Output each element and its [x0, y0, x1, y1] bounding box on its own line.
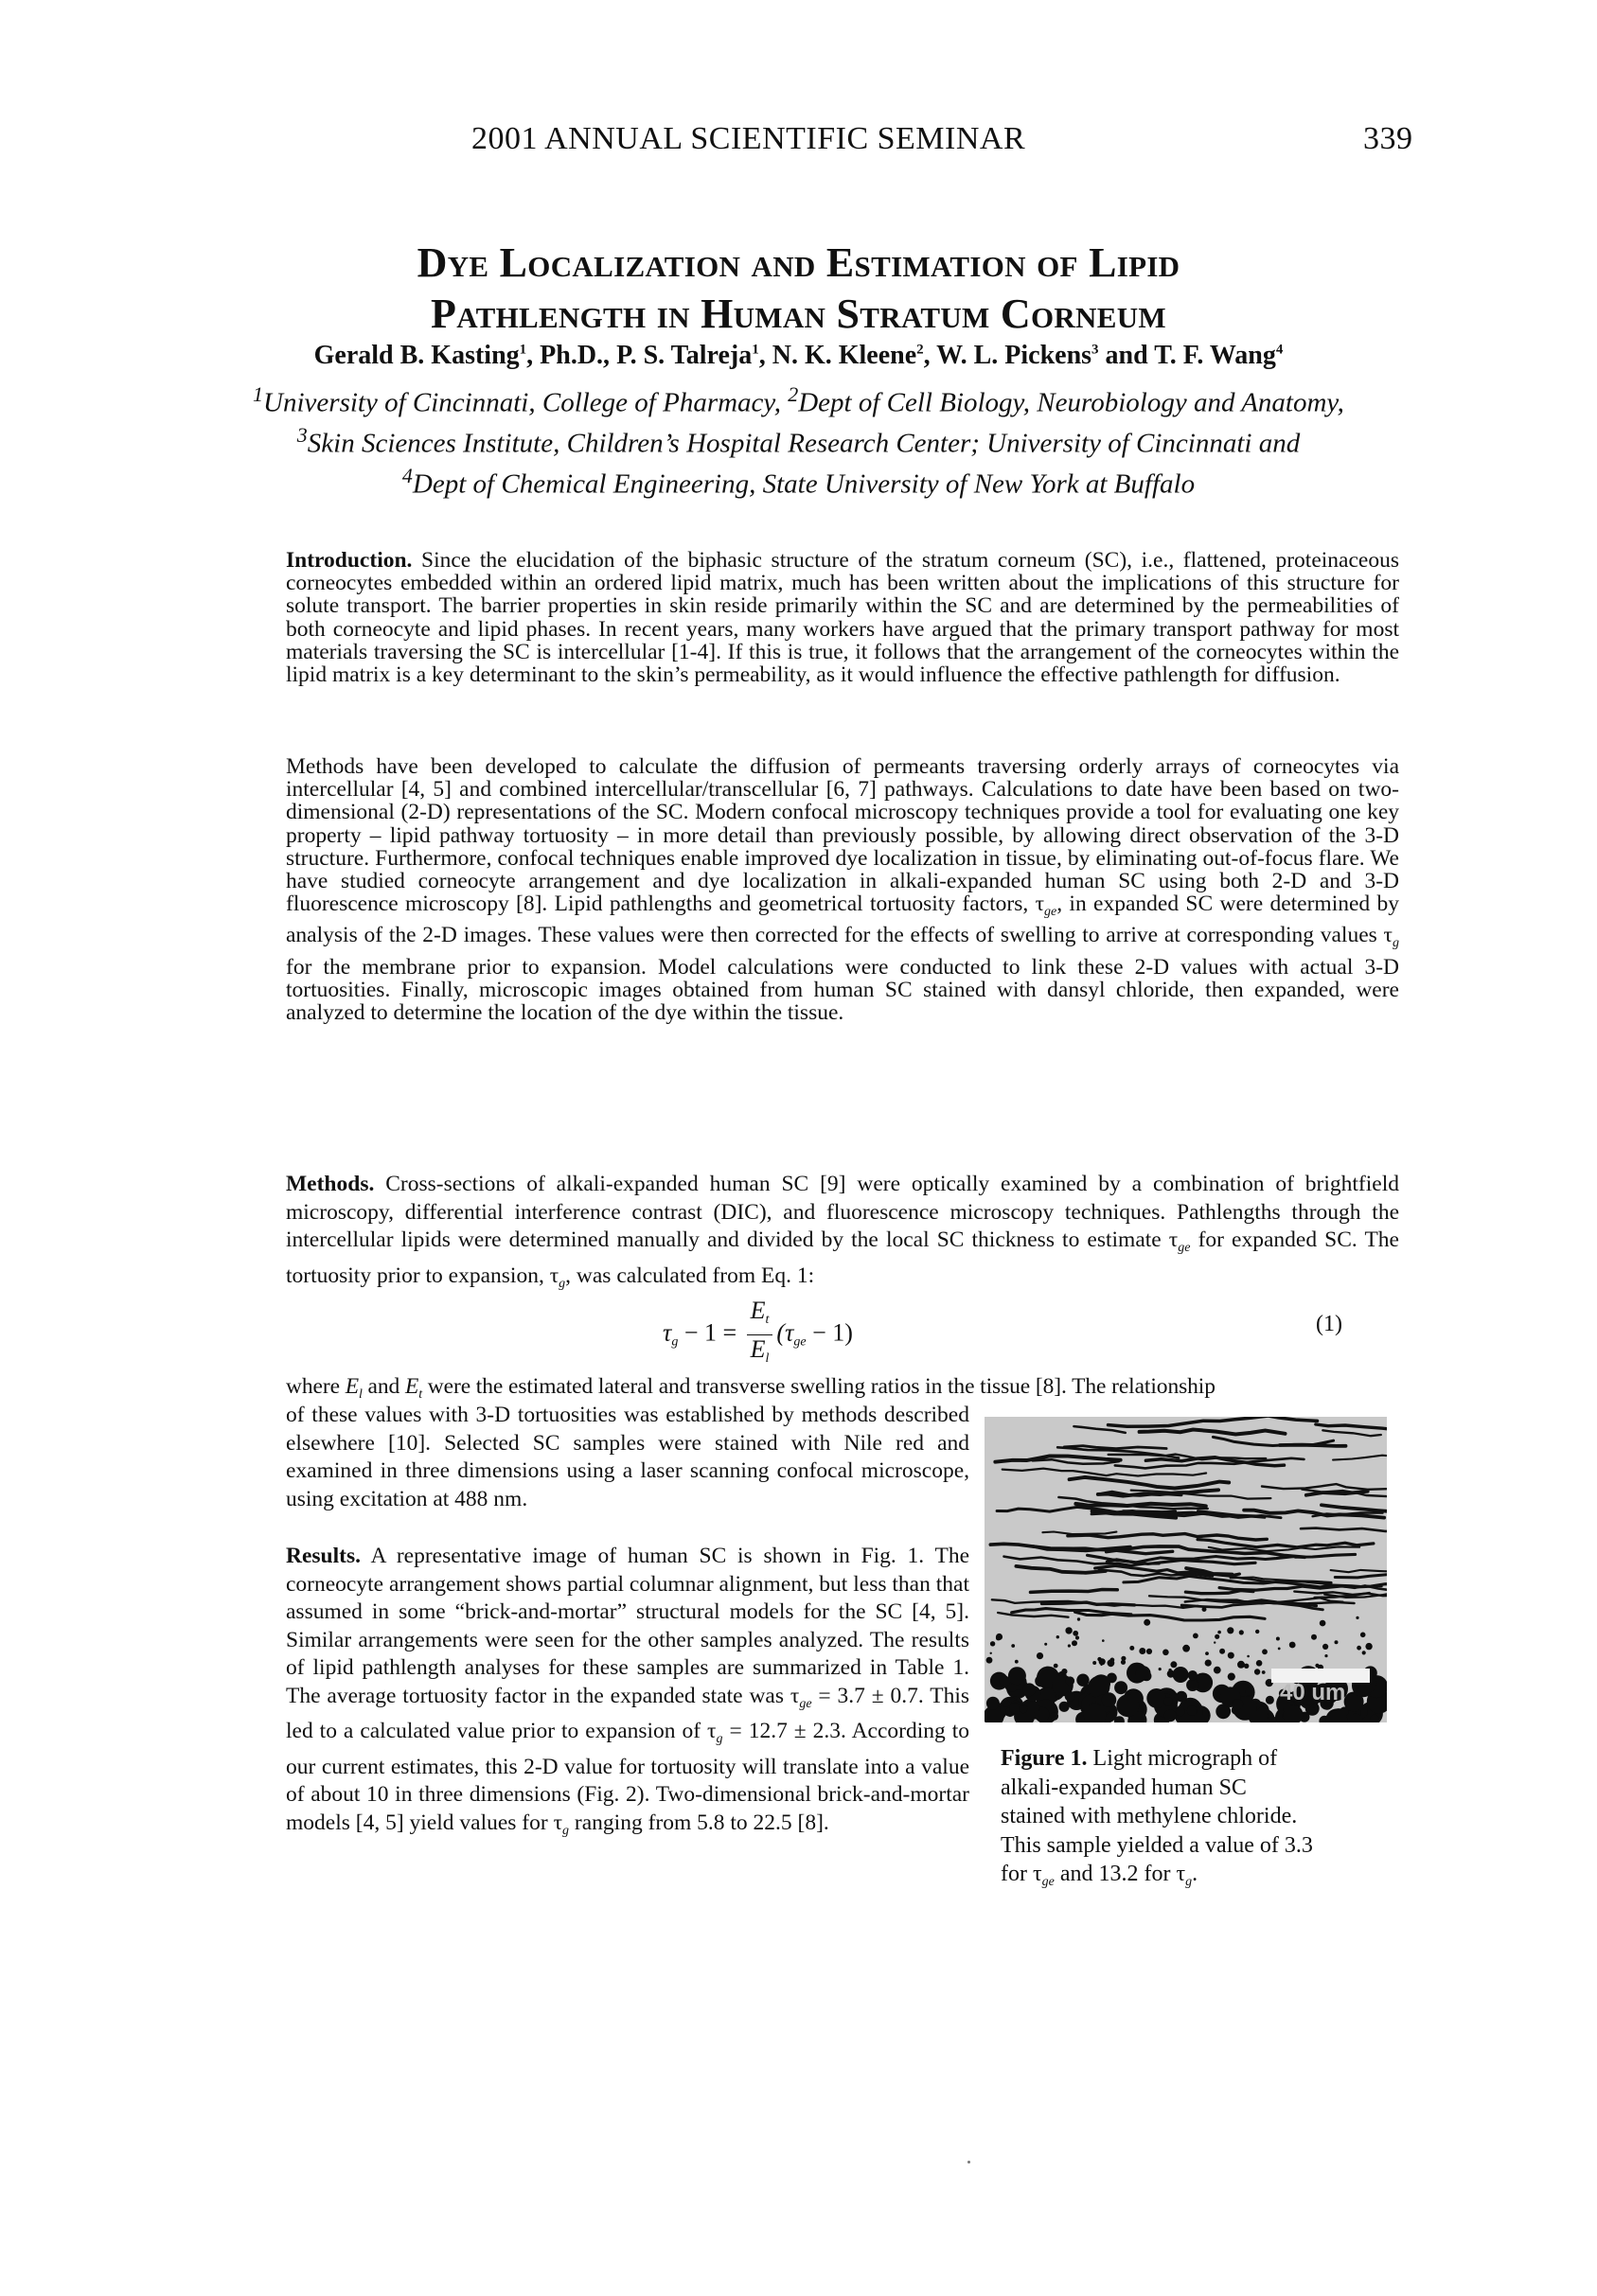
dark-stain-blob [1054, 1664, 1058, 1669]
dark-stain-blob [990, 1641, 995, 1646]
author-list [0, 341, 1597, 371]
dark-stain-blob [1022, 1683, 1036, 1696]
dark-stain-blob [1256, 1660, 1263, 1667]
dark-stain-blob [1114, 1681, 1127, 1694]
eq-paren-open: (τ [776, 1318, 794, 1347]
dark-stain-blob [1037, 1652, 1043, 1659]
paper-title-line-1: Dye Localization and Estimation of Lipid [417, 239, 1180, 286]
dark-stain-blob [1254, 1669, 1260, 1674]
dark-stain-blob [1357, 1646, 1361, 1651]
text-segment: for expanded SC. The tortuosity prior to expansion, τ [286, 1227, 1399, 1288]
dark-stain-blob [1159, 1668, 1162, 1670]
caption-text: alkali-expanded human SC [1001, 1775, 1247, 1800]
dark-stain-blob [1320, 1620, 1326, 1627]
dark-stain-blob [1176, 1707, 1185, 1717]
dark-stain-blob [1116, 1694, 1139, 1717]
results-paragraph [286, 1543, 969, 1845]
text-segment: ge [1178, 1241, 1191, 1255]
caption-line [1001, 1802, 1398, 1831]
dark-stain-blob [1092, 1661, 1096, 1665]
text-segment: Cross-sections of alkali-expanded human SC [9] were optically examined by a combination of brightfield microscopy, differential interference contrast (DIC), and fluorescence microscopy techniques. Pathlengths through the intercellular lipids were determined manually and divided by the local SC thickness to estimate τ [286, 1172, 1399, 1252]
background-paragraph [286, 755, 1399, 1024]
dark-stain-blob [1068, 1644, 1071, 1647]
dark-stain-blob [1061, 1669, 1067, 1674]
dark-stain-blob [1065, 1627, 1072, 1634]
author-name: Gerald B. Kasting [313, 341, 520, 370]
text-segment: where [286, 1374, 346, 1399]
dark-stain-blob [1360, 1633, 1366, 1638]
dark-stain-blob [1102, 1639, 1105, 1642]
dark-stain-blob [1144, 1619, 1150, 1626]
dark-stain-blob [1065, 1691, 1075, 1702]
dark-stain-blob [986, 1657, 993, 1664]
author-affiliation-mark: 1 [519, 342, 527, 358]
dark-stain-blob [1247, 1655, 1250, 1658]
author-name: P. S. Talreja [616, 341, 753, 370]
text-segment: Since the elucidation of the biphasic structure of the stratum corneum (SC), i.e., flattened, proteinaceous corneocytes embedded within an ordered lipid matrix, much has been written about the implications of this structure for solute transport. The barrier properties in skin reside primarily within the SC and are determined by the permeabilities of both corneocyte and lipid phases. In recent years, many workers have argued that the primary transport pathway for most materials traversing the SC is intercellular [1-4]. If this is true, it follows that the arrangement of the corneocytes within the lipid matrix is a key determinant to the skin’s permeability, as it would influence the effective pathlength for diffusion. [286, 548, 1399, 688]
dark-stain-blob [1217, 1631, 1221, 1634]
dark-stain-blob [1233, 1699, 1244, 1710]
dark-stain-blob [1356, 1616, 1358, 1619]
dark-stain-blob [1214, 1641, 1215, 1643]
affiliation-text: Dept of Cell Biology, Neurobiology and Anatomy, [798, 387, 1344, 418]
dark-stain-blob [1075, 1635, 1079, 1639]
methods-continuation [286, 1402, 969, 1513]
dark-stain-blob [1073, 1631, 1078, 1636]
dark-stain-blob [1311, 1634, 1317, 1640]
author-separator: , Ph.D., [526, 341, 617, 370]
text-segment: ge [1044, 905, 1057, 920]
affiliation-mark: 4 [401, 464, 413, 487]
dark-stain-blob [1228, 1652, 1234, 1659]
affiliation-text: Skin Sciences Institute, Children’s Hospital Research Center; University of Cincinnati and [307, 428, 1301, 459]
equation-1 [663, 1297, 1060, 1382]
dark-stain-blob [1228, 1673, 1235, 1681]
text-segment: for the membrane prior to expansion. Model calculations were conducted to link these 2-D values with actual 3-D tortuosities. Finally, microscopic images obtained from human SC stained with dansyl chloride, then expanded, were analyzed to determine the location of the dye within the tissue. [286, 954, 1399, 1026]
text-segment: , in expanded SC were determined by analysis of the 2-D images. These values were then corrected for the effects of swelling to arrive at corresponding values τ [286, 892, 1399, 948]
affiliation-line-3 [0, 464, 1597, 501]
scale-bar-label: 40 um [1280, 1680, 1346, 1705]
text-segment: g [716, 1732, 723, 1746]
dark-stain-blob [1214, 1667, 1221, 1674]
dark-stain-blob [1219, 1649, 1225, 1654]
dark-stain-blob [1121, 1656, 1126, 1661]
caption-text: g [1185, 1875, 1193, 1889]
dark-stain-blob [1187, 1705, 1198, 1716]
dark-stain-blob [1146, 1649, 1152, 1654]
text-segment: = 12.7 ± 2.3. According to our current estimates, this 2-D value for tortuosity will translate into a value of about 10 in three dimensions (Fig. 2). Two-dimensional brick-and-mortar models [4, 5] yield values for τ [286, 1719, 970, 1835]
text-segment: E [345, 1374, 359, 1399]
caption-text: . [1192, 1862, 1198, 1886]
text-segment: = 3.7 ± 0.7. This led to a calculated value prior to expansion of τ [286, 1683, 969, 1743]
caption-line [1001, 1860, 1398, 1898]
dark-stain-blob [1289, 1642, 1296, 1649]
text-segment: g [559, 1276, 566, 1291]
section-heading: Results. [286, 1544, 361, 1568]
dark-stain-blob [1164, 1709, 1177, 1722]
caption-line [1001, 1831, 1398, 1861]
affiliation-mark: 1 [253, 382, 264, 406]
text-segment: ranging from 5.8 to 22.5 [8]. [569, 1810, 829, 1835]
dark-stain-blob [1163, 1697, 1172, 1705]
text-segment: g [1393, 936, 1399, 951]
dark-stain-blob [1162, 1650, 1169, 1656]
dark-stain-blob [1237, 1661, 1245, 1669]
dark-stain-blob [1335, 1640, 1339, 1644]
text-segment: Methods have been developed to calculate the diffusion of permeants traversing orderly arrays of corneocytes via intercellular [4, 5] and combined intercellular/transcellular [6, 7] pathways. Calculations to date have been based on two-dimensional (2-D) representations of the SC. Modern confocal microscopy techniques provide a tool for evaluating one key property – lipid pathway tortuosity – in more detail than previously possible, by allowing direct observation of the 3-D structure. Furthermore, confocal techniques enable improved dye localization in tissue, by eliminating out-of-focus flare. We have studied corneocyte arrangement and dye localization in alkali-expanded human SC using both 2-D and 3-D fluorescence microscopy [8]. Lipid pathlengths and geometrical tortuosity factors, τ [286, 754, 1399, 917]
caption-text: This sample yielded a value of 3.3 [1001, 1832, 1313, 1858]
dark-stain-blob [1255, 1630, 1259, 1634]
running-header: 2001 ANNUAL SCIENTIFIC SEMINAR [471, 121, 1026, 156]
author-separator: , [758, 341, 772, 370]
dark-stain-blob [1002, 1700, 1009, 1707]
affiliation-line-1 [0, 382, 1597, 419]
dark-stain-blob [1322, 1644, 1328, 1650]
dark-stain-blob [1173, 1667, 1189, 1683]
dark-stain-blob [1046, 1667, 1049, 1669]
dark-stain-blob [1008, 1667, 1026, 1685]
dark-stain-blob [1365, 1643, 1372, 1650]
dark-stain-blob [1056, 1635, 1059, 1638]
dark-stain-blob [1180, 1605, 1183, 1608]
affiliation-text: University of Cincinnati, College of Pharmacy, [263, 387, 789, 418]
dark-stain-blob [1182, 1645, 1190, 1652]
dark-stain-blob [1215, 1634, 1219, 1639]
affiliation-line-2 [0, 423, 1597, 460]
dark-stain-blob [1139, 1648, 1145, 1654]
dark-stain-blob [1227, 1627, 1233, 1634]
dark-stain-blob [1170, 1661, 1177, 1668]
eq-lhs: τ [663, 1318, 672, 1347]
text-segment: A representative image of human SC is shown in Fig. 1. The corneocyte arrangement shows partial columnar alignment, but less than that assumed in some “brick-and-mortar” structural models for the SC [4, 5]. Similar arrangements were seen for the other samples analyzed. The results of lipid pathlength analyses for these samples are summarized in Table 1. The average tortuosity factor in the expanded state was τ [286, 1544, 969, 1708]
section-heading: Introduction. [286, 548, 413, 573]
figure-1-micrograph [985, 1417, 1387, 1722]
dark-stain-blob [1245, 1687, 1253, 1696]
affiliation-mark: 2 [788, 382, 799, 406]
text-segment: g [562, 1823, 570, 1838]
paper-title-line-2: Pathlength in Human Stratum Corneum [431, 291, 1166, 337]
dark-stain-blob [1129, 1646, 1134, 1651]
dark-stain-blob [1146, 1688, 1166, 1708]
dark-stain-blob [1266, 1696, 1274, 1704]
eq-lhs-sub: g [671, 1334, 679, 1350]
eq-fraction [747, 1297, 773, 1373]
affiliation-mark: 3 [296, 423, 308, 447]
dark-stain-blob [1077, 1617, 1080, 1620]
author-separator: and [1098, 341, 1155, 370]
caption-text: for τ [1001, 1862, 1042, 1886]
dark-stain-blob [1276, 1637, 1280, 1641]
dark-stain-blob [986, 1697, 1000, 1710]
caption-text: ge [1041, 1875, 1055, 1889]
dark-stain-blob [1362, 1651, 1366, 1654]
dark-stain-blob [1193, 1634, 1198, 1639]
caption-text: stained with methylene chloride. [1001, 1804, 1298, 1828]
section-heading: Methods. [286, 1172, 375, 1196]
text-segment: E [404, 1374, 419, 1399]
eq-paren-sub: ge [793, 1334, 807, 1350]
introduction-paragraph [286, 549, 1399, 686]
dark-stain-blob [1262, 1670, 1266, 1674]
text-segment: and [362, 1374, 405, 1399]
dark-stain-blob [1072, 1640, 1077, 1646]
author-name: T. F. Wang [1154, 341, 1276, 370]
dark-stain-blob [1076, 1674, 1089, 1687]
text-segment: ge [799, 1696, 812, 1711]
figure-label: Figure 1. [1001, 1746, 1088, 1771]
author-separator: , [923, 341, 937, 370]
author-affiliation-mark: 3 [1091, 342, 1099, 358]
text-segment: l [358, 1387, 363, 1402]
figure-1-caption [1001, 1744, 1398, 1898]
text-segment: t [418, 1387, 422, 1402]
eq-numerator: E [750, 1297, 766, 1324]
dark-stain-blob [1051, 1712, 1059, 1721]
caption-text: Light micrograph of [1087, 1746, 1278, 1771]
dark-stain-blob [1066, 1676, 1074, 1685]
corneocyte-boundary [1280, 1445, 1346, 1446]
eq-numerator-sub: t [765, 1313, 770, 1327]
dark-stain-blob [1110, 1658, 1115, 1663]
eq-minus-one: − 1 = [678, 1318, 743, 1347]
affiliation-text: Dept of Chemical Engineering, State University of New York at Buffalo [412, 468, 1196, 500]
author-affiliation-mark: 1 [752, 342, 759, 358]
eq-paren-close: − 1) [806, 1318, 853, 1347]
dark-stain-blob [1278, 1648, 1281, 1651]
dark-stain-blob [1136, 1666, 1151, 1681]
author-name: N. K. Kleene [772, 341, 917, 370]
dark-stain-blob [1202, 1607, 1207, 1612]
dark-stain-blob [1020, 1704, 1028, 1713]
page-number: 339 [1363, 121, 1413, 156]
author-affiliation-mark: 4 [1275, 342, 1284, 358]
dark-stain-blob [1324, 1654, 1327, 1657]
dark-stain-blob [1205, 1651, 1209, 1655]
dark-stain-blob [996, 1634, 1003, 1640]
corneocyte-boundary [1075, 1504, 1205, 1507]
equation-number: (1) [1316, 1312, 1342, 1336]
dark-stain-blob [990, 1652, 992, 1654]
dark-stain-blob [1244, 1664, 1249, 1669]
dark-stain-blob [1015, 1660, 1019, 1664]
text-segment: of these values with 3-D tortuosities was established by methods described elsewhere [10]. Selected SC samples were stained with Nile red and examined in three dimensions using a laser scanning confocal microscope, using excitation at 488 nm. [286, 1403, 969, 1511]
dark-stain-blob [1239, 1630, 1244, 1634]
dark-stain-blob [1371, 1715, 1379, 1722]
dark-stain-blob [1188, 1670, 1198, 1680]
dark-stain-blob [1186, 1679, 1198, 1691]
dark-stain-blob [1205, 1660, 1212, 1667]
dark-stain-blob [1011, 1644, 1015, 1648]
author-name: W. L. Pickens [936, 341, 1092, 370]
caption-line [1001, 1774, 1398, 1803]
dark-stain-blob [1044, 1643, 1047, 1646]
stray-dot [967, 2161, 970, 2164]
dark-stain-blob [1102, 1692, 1117, 1707]
eq-denominator-sub: l [765, 1351, 770, 1366]
author-affiliation-mark: 2 [916, 342, 924, 358]
caption-line [1001, 1744, 1398, 1774]
text-segment: , was calculated from Eq. 1: [565, 1263, 815, 1288]
text-segment: were the estimated lateral and transverse swelling ratios in the tissue [8]. The relationship [422, 1374, 1215, 1399]
eq-denominator: E [750, 1335, 766, 1363]
methods-paragraph [286, 1171, 1399, 1298]
dark-stain-blob [1097, 1657, 1101, 1661]
dark-stain-blob [1168, 1669, 1171, 1671]
dark-stain-blob [1262, 1649, 1268, 1654]
caption-text: and 13.2 for τ [1054, 1862, 1186, 1886]
